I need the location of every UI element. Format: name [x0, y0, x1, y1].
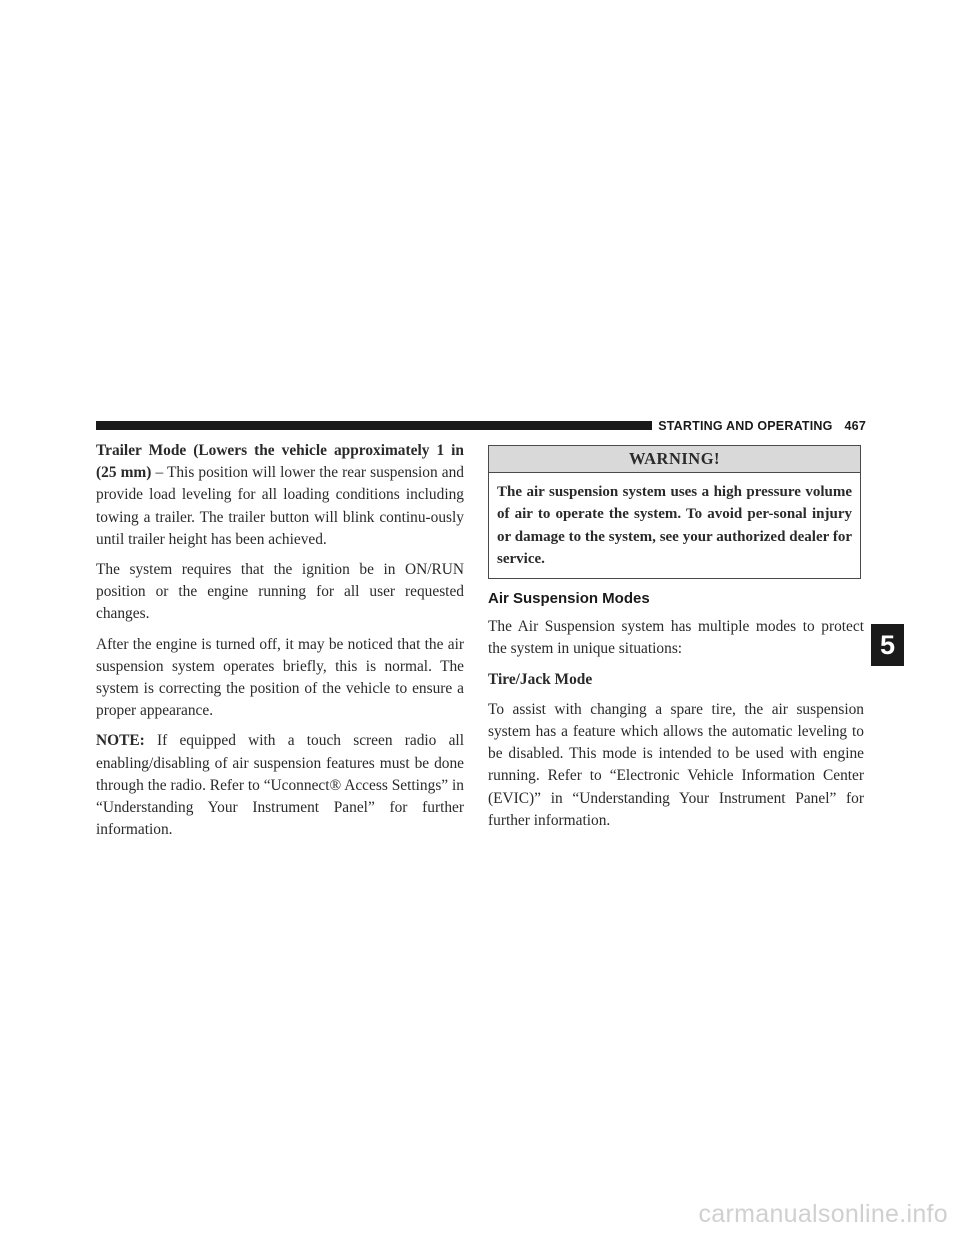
note-label: NOTE:	[96, 732, 145, 750]
trailer-mode-term: Trailer Mode (Lowers the vehicle approximately 1 in (25 mm)	[96, 442, 464, 482]
trailer-mode-text: – This position will lower the rear suspension and provide load leveling for all loading conditions including towing a trailer. The trailer button will blink continu-ously until trailer height has been achieved.	[96, 464, 464, 548]
header-rule	[96, 421, 652, 430]
warning-title: WARNING!	[489, 446, 860, 473]
right-column	[488, 440, 864, 840]
engine-off-paragraph: After the engine is turned off, it may be noticed that the air suspension system operates briefly, this is normal. The system is correcting the position of the vehicle to ensure a proper appearance.	[96, 635, 464, 720]
warning-text: The air suspension system uses a high pressure volume of air to operate the system. To avoid per-sonal injury or damage to the system, see your authorized dealer for service.	[497, 484, 852, 567]
page-number: 467	[844, 419, 866, 433]
note-text: If equipped with a touch screen radio all enabling/disabling of air suspension features must be done through the radio. Refer to “Uconnect® Access Settings” in “Understanding Your Instrument Panel” for further information.	[96, 732, 464, 839]
trailer-mode-paragraph	[96, 440, 464, 551]
ignition-paragraph: The system requires that the ignition be in ON/RUN position or the engine running for all user requested changes.	[96, 561, 464, 623]
left-column	[96, 440, 464, 849]
section-heading: Air Suspension Modes	[488, 590, 650, 608]
tire-jack-subheading: Tire/Jack Mode	[488, 670, 593, 688]
watermark: carmanualsonline.info	[698, 1200, 948, 1228]
running-header	[660, 418, 866, 434]
chapter-tab: 5	[871, 624, 904, 666]
section-title: STARTING AND OPERATING	[658, 419, 833, 433]
note-paragraph	[96, 730, 464, 841]
modes-intro-paragraph: The Air Suspension system has multiple modes to protect the system in unique situations:	[488, 618, 864, 658]
tire-jack-paragraph: To assist with changing a spare tire, the air suspension system has a feature which allows the automatic leveling to be disabled. This mode is intended to be used with engine running. Refer to “Electronic Vehicle Information Center (EVIC)” in “Understanding Your Instrument Panel” for further information.	[488, 700, 864, 829]
warning-box	[488, 445, 861, 579]
